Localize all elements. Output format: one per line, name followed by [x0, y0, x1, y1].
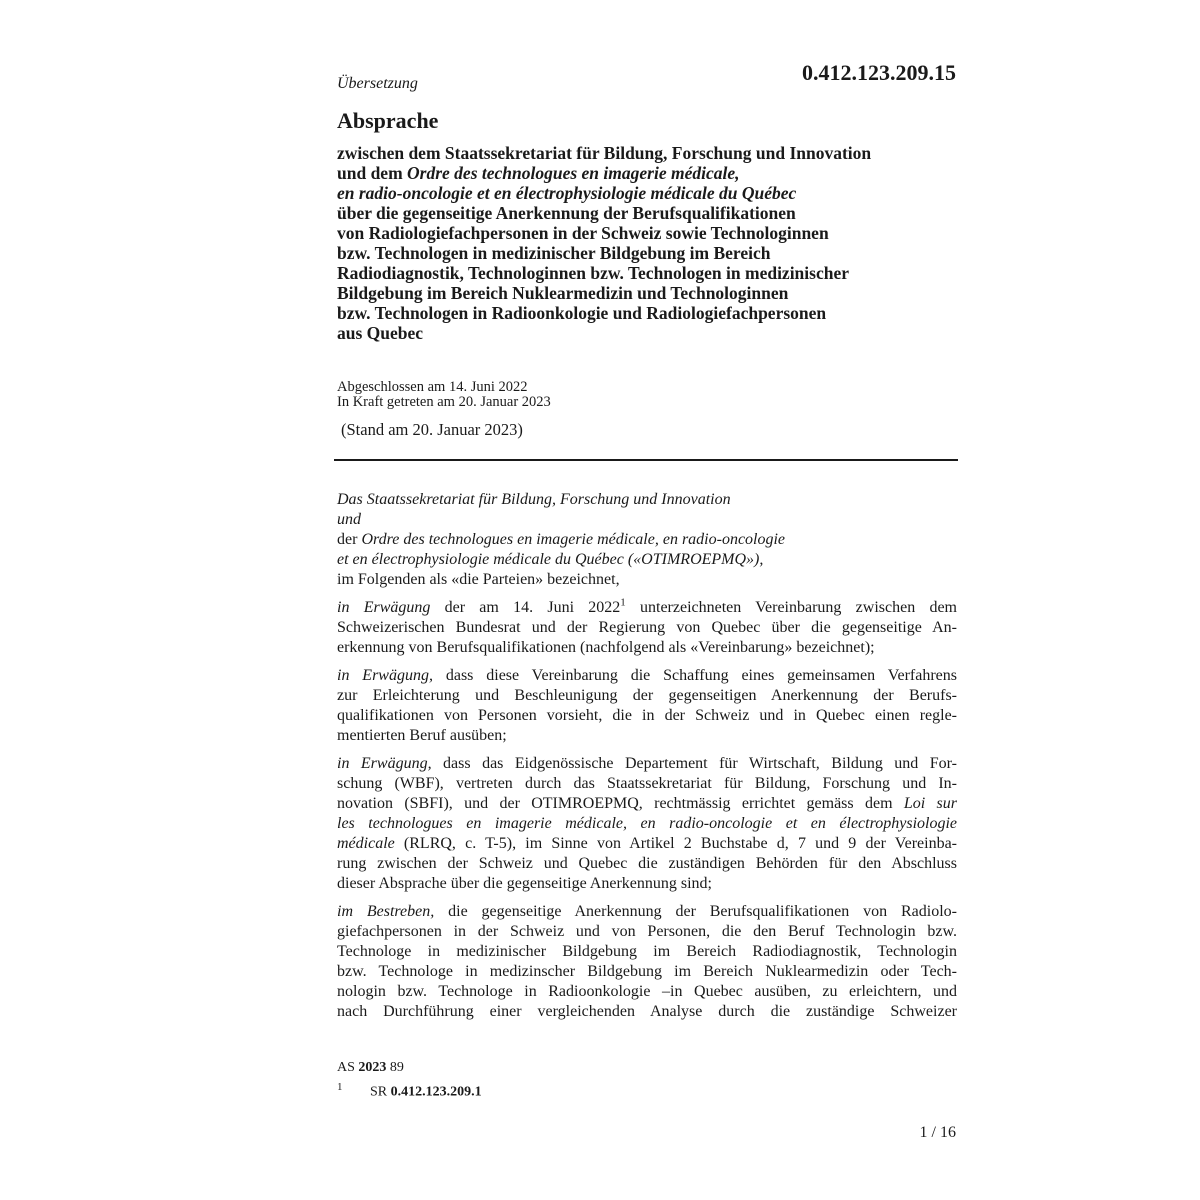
- subtitle-line: über die gegenseitige Anerkennung der Berufsqualifikationen: [337, 203, 796, 223]
- footnote-sr-link[interactable]: 0.412.123.209.1: [390, 1084, 482, 1100]
- recital-2: in Erwägung, dass diese Vereinbarung die Schaffung eines gemeinsamen Verfahrens zur Erleichterung und Beschleunigung der gegenseitigen Anerkennung der Berufs- qualifikationen von Personen vorsieht, die in der Schweiz und in Quebec einen regle- mentierten Beruf ausüben;: [337, 667, 957, 744]
- translation-label: Übersetzung: [337, 75, 418, 92]
- party-sbfi: Das Staatssekretariat für Bildung, Forschung und Innovation: [337, 491, 731, 508]
- conjunction: und: [337, 511, 361, 528]
- subtitle-line: aus Quebec: [337, 323, 424, 343]
- sr-number: 0.412.123.209.15: [802, 60, 956, 85]
- preamble: [337, 490, 957, 1022]
- subtitle-line: Bildgebung im Bereich Nuklearmedizin und Technologinnen: [337, 283, 789, 303]
- in-force-date: In Kraft getreten am 20. Januar 2023: [337, 394, 551, 410]
- party-otimroepmq: Ordre des technologues en imagerie médicale, en radio-oncologie: [361, 531, 786, 548]
- subtitle-line: zwischen dem Staatssekretariat für Bildung, Forschung und Innovation: [337, 143, 872, 163]
- recital-1: in Erwägung der am 14. Juni 2022$^1$ unterzeichneten Vereinbarung zwischen dem Schweizerischen Bundesrat und der Regierung von Quebec über die gegenseitige An- erkennung von Berufsqualifikationen (nachfolgend als «Vereinbarung» bezeichnet);: [337, 596, 958, 656]
- page-number: 1 / 16: [919, 1124, 956, 1141]
- footnote-number: 1: [337, 1081, 343, 1093]
- footnote: 1 SR 0.412.123.209.1: [337, 1081, 482, 1100]
- footnote-ref[interactable]: 1: [620, 596, 626, 609]
- divider-rule: [334, 459, 958, 461]
- parties-block: Das Staatssekretariat für Bildung, Forschung und Innovation und der Ordre des technologues en imagerie médicale, en radio-oncologie et en électrophysiologie médicale du Québec («OTIMROEPMQ»), im Folgenden als «die Parteien» bezeichnet,: [337, 491, 786, 588]
- recital-3: in Erwägung, dass das Eidgenössische Departement für Wirtschaft, Bildung und For- schung (WBF), vertreten durch das Staatssekretariat für Bildung, Forschung und In- novation (SBFI), und der OTIMROEPMQ, rechtmässig errichtet gemäss dem Loi sur les technologues en imagerie médicale, en radio-oncologie et en électrophysiologie médicale (RLRQ, c. T-5), im Sinne von Artikel 2 Buchstabe d, 7 und 9 der Vereinba- rung zwischen der Schweiz und Quebec die zuständigen Behörden für den Abschluss dieser Absprache über die gegenseitige Anerkennung sind;: [337, 755, 958, 892]
- subtitle-line: und dem Ordre des technologues en imagerie médicale,: [337, 163, 740, 183]
- status-date: (Stand am 20. Januar 2023): [341, 420, 523, 439]
- subtitle-line: bzw. Technologen in medizinischer Bildgebung im Bereich: [337, 243, 771, 263]
- as-reference: AS 2023 89: [337, 1060, 404, 1075]
- subtitle-line: Radiodiagnostik, Technologinnen bzw. Technologen in medizinischer: [337, 263, 849, 283]
- document-title: Absprache: [337, 108, 439, 133]
- subtitle-line: bzw. Technologen in Radioonkologie und Radiologiefachpersonen: [337, 303, 827, 323]
- recital-4: im Bestreben, die gegenseitige Anerkennung der Berufsqualifikationen von Radiolo- giefachpersonen in der Schweiz und von Personen, die den Beruf Technologin bzw. Technologe in medizinischer Bildgebung im Bereich Radiodiagnostik, Technologin bzw. Technologe in medizinscher Bildgebung im Bereich Nuklearmedizin oder Tech- nologin bzw. Technologe in Radioonkologie –in Quebec ausüben, zu erleichtern, und nach Durchführung einer vergleichenden Analyse durch die zuständige Schweizer: [337, 903, 958, 1020]
- subtitle-line: von Radiologiefachpersonen in der Schweiz sowie Technologinnen: [337, 223, 829, 243]
- date-block: [337, 380, 551, 410]
- document-subtitle: [337, 143, 977, 343]
- subtitle-line: en radio-oncologie et en électrophysiologie médicale du Québec: [337, 183, 797, 203]
- concluded-date: Abgeschlossen am 14. Juni 2022: [337, 379, 528, 395]
